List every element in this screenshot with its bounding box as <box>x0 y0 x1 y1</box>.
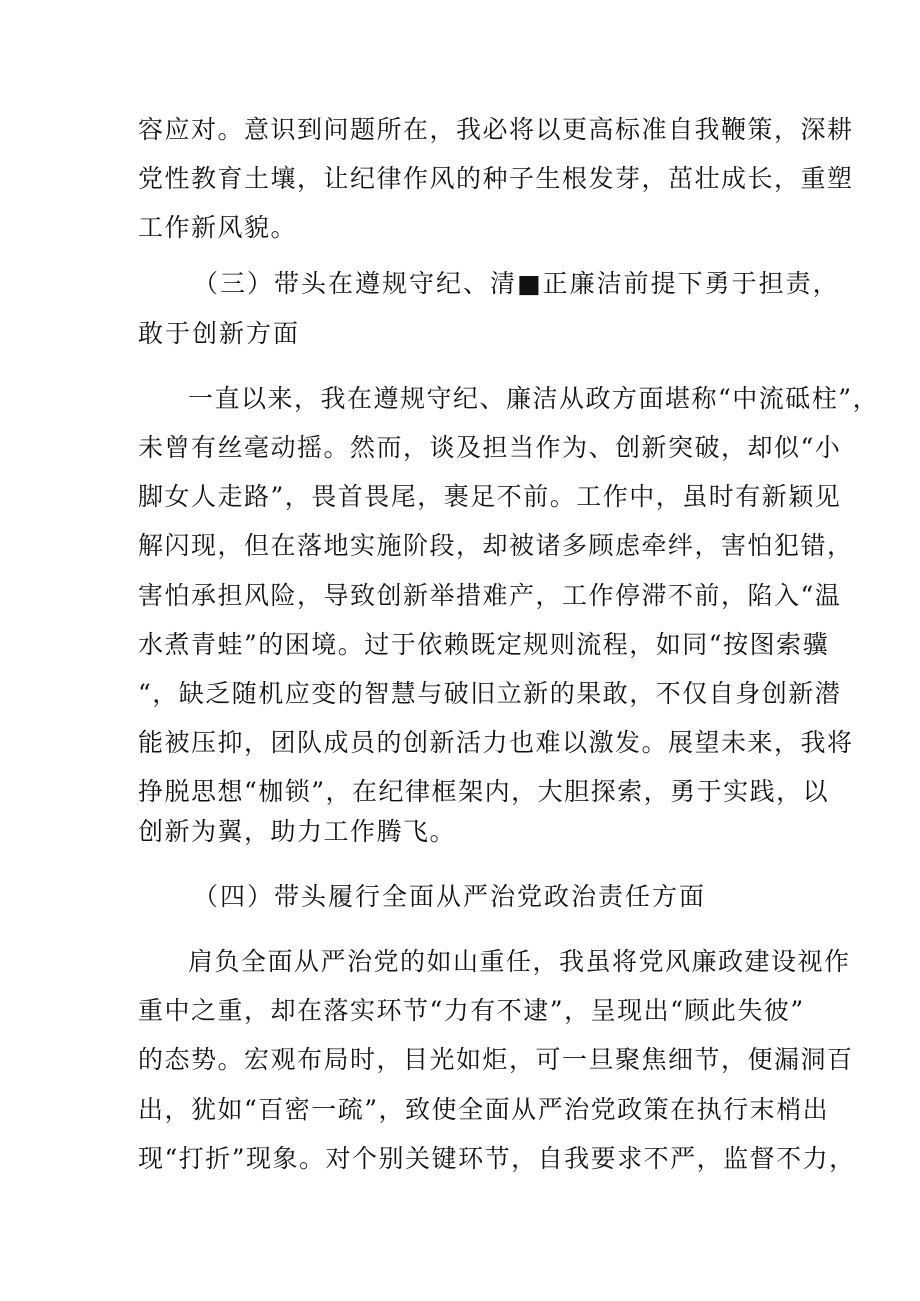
paragraph-line: 脚女人走路”，畏首畏尾，裹足不前。工作中，虽时有新颖见 <box>138 482 842 511</box>
section-heading-3: （三）带头在遵规守纪、清■正廉洁前提下勇于担责， <box>193 269 840 298</box>
paragraph-line: 害怕承担风险，导致创新举措难产，工作停滞不前，陷入“温 <box>138 581 842 610</box>
section-heading-4: （四）带头履行全面从严治党政治责任方面 <box>193 882 707 911</box>
paragraph-line: 未曾有丝毫动摇。然而，谈及担当作为、创新突破，却似“小 <box>138 433 842 462</box>
paragraph-line: 重中之重，却在落实环节“力有不逮”，呈现出“顾此失彼” <box>138 996 805 1025</box>
paragraph-line: 解闪现，但在落地实施阶段，却被诸多顾虑牵绊，害怕犯错， <box>138 531 854 560</box>
section-heading-3-continued: 敢于创新方面 <box>138 319 301 348</box>
paragraph-line: 能被压抑，团队成员的创新活力也难以激发。展望未来，我将 <box>138 728 854 757</box>
paragraph-line: 一直以来，我在遵规守纪、廉洁从政方面堪称“中流砥柱”， <box>188 384 880 413</box>
paragraph-line: “，缺乏随机应变的智慧与破旧立新的果敢，不仅自身创新潜 <box>138 679 842 708</box>
paragraph-line: 挣脱思想“枷锁”，在纪律框架内，大胆探索，勇于实践，以 <box>138 777 830 806</box>
paragraph-line: 创新为翼，助力工作腾飞。 <box>138 817 457 846</box>
paragraph-line: 出，犹如“百密一疏”，致使全面从严治党政策在执行末梢出 <box>138 1095 830 1124</box>
paragraph-line: 工作新风貌。 <box>138 213 298 242</box>
paragraph-line: 的态势。宏观布局时，目光如炬，可一旦聚焦细节，便漏洞百 <box>138 1045 854 1074</box>
paragraph-line: 水煮青蛙”的困境。过于依赖既定规则流程，如同“按图索骥 <box>138 630 830 659</box>
paragraph-line: 现“打折”现象。对个别关键环节，自我要求不严，监督不力， <box>138 1144 856 1173</box>
paragraph-line: 党性教育土壤，让纪律作风的种子生根发芽，茁壮成长，重塑 <box>138 164 854 193</box>
paragraph-line: 容应对。意识到问题所在，我必将以更高标准自我鞭策，深耕 <box>138 115 854 144</box>
paragraph-line: 肩负全面从严治党的如山重任，我虽将党风廉政建设视作 <box>188 947 851 976</box>
